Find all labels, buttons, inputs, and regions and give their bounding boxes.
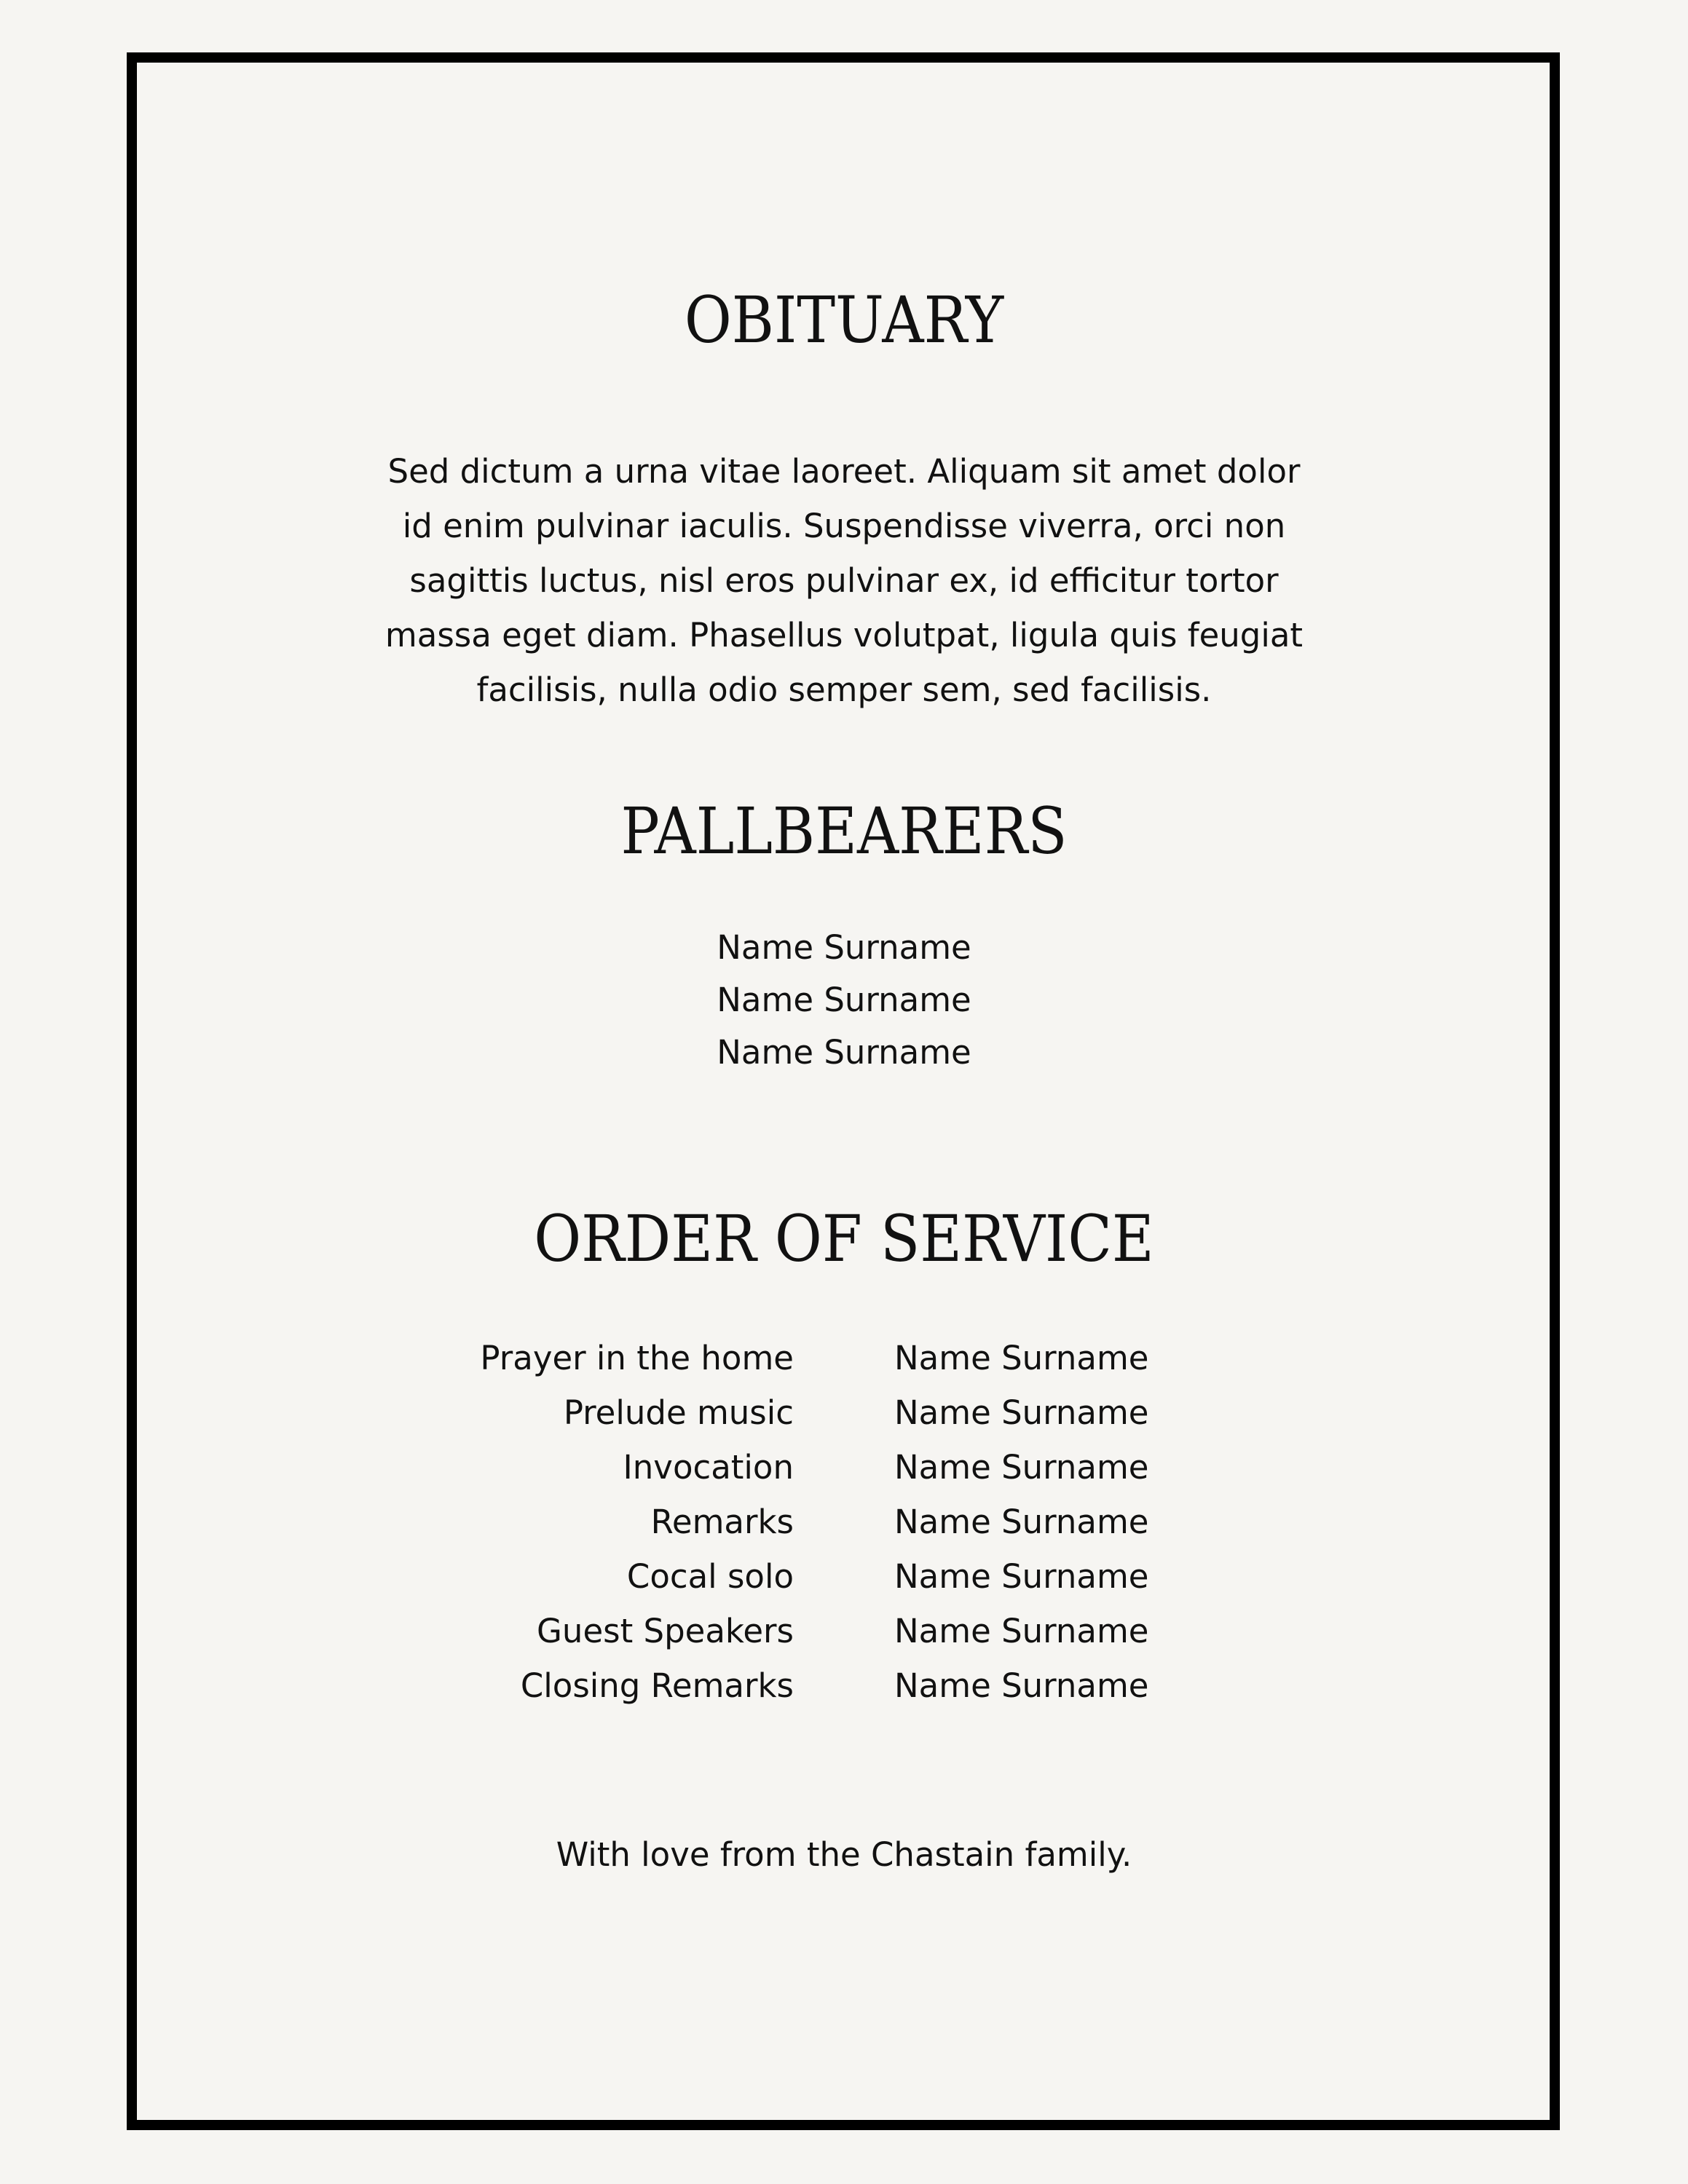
order-of-service-heading: ORDER OF SERVICE [534,1201,1154,1276]
service-person: Name Surname [894,1503,1149,1541]
service-row [0,1604,1688,1658]
service-row [0,1440,1688,1495]
closing-message: With love from the Chastain family. [556,1835,1132,1874]
service-row [0,1549,1688,1604]
page-border [127,52,1560,2130]
pallbearer-name: Name Surname [717,928,971,967]
service-item: Guest Speakers [537,1612,794,1650]
service-person: Name Surname [894,1393,1149,1432]
service-person: Name Surname [894,1612,1149,1650]
pallbearers-list [0,922,1688,1079]
service-row [0,1658,1688,1713]
service-row [0,1385,1688,1440]
service-person: Name Surname [894,1339,1149,1377]
service-person: Name Surname [894,1448,1149,1487]
pallbearers-heading: PALLBEARERS [620,794,1068,869]
service-row [0,1331,1688,1385]
service-person: Name Surname [894,1557,1149,1596]
obituary-heading: OBITUARY [684,282,1004,357]
pallbearer-name: Name Surname [717,1033,971,1072]
order-of-service-table [0,1331,1688,1713]
service-row [0,1495,1688,1549]
pallbearer-name: Name Surname [717,981,971,1019]
service-item: Cocal solo [626,1557,794,1596]
service-item: Prelude music [563,1393,794,1432]
service-item: Closing Remarks [520,1666,794,1705]
service-item: Invocation [623,1448,794,1487]
obituary-text: Sed dictum a urna vitae laoreet. Aliquam sit amet dolor id enim pulvinar iaculis. Suspendisse viverra, orci non sagittis luctus, nisl eros pulvinar ex, id efficitur tortor massa eget diam. Phasellus volutpat, ligula quis feugiat facilisis, nulla odio semper sem, sed facilisis. [384,452,1304,709]
service-person: Name Surname [894,1666,1149,1705]
service-item: Remarks [650,1503,794,1541]
service-item: Prayer in the home [480,1339,794,1377]
